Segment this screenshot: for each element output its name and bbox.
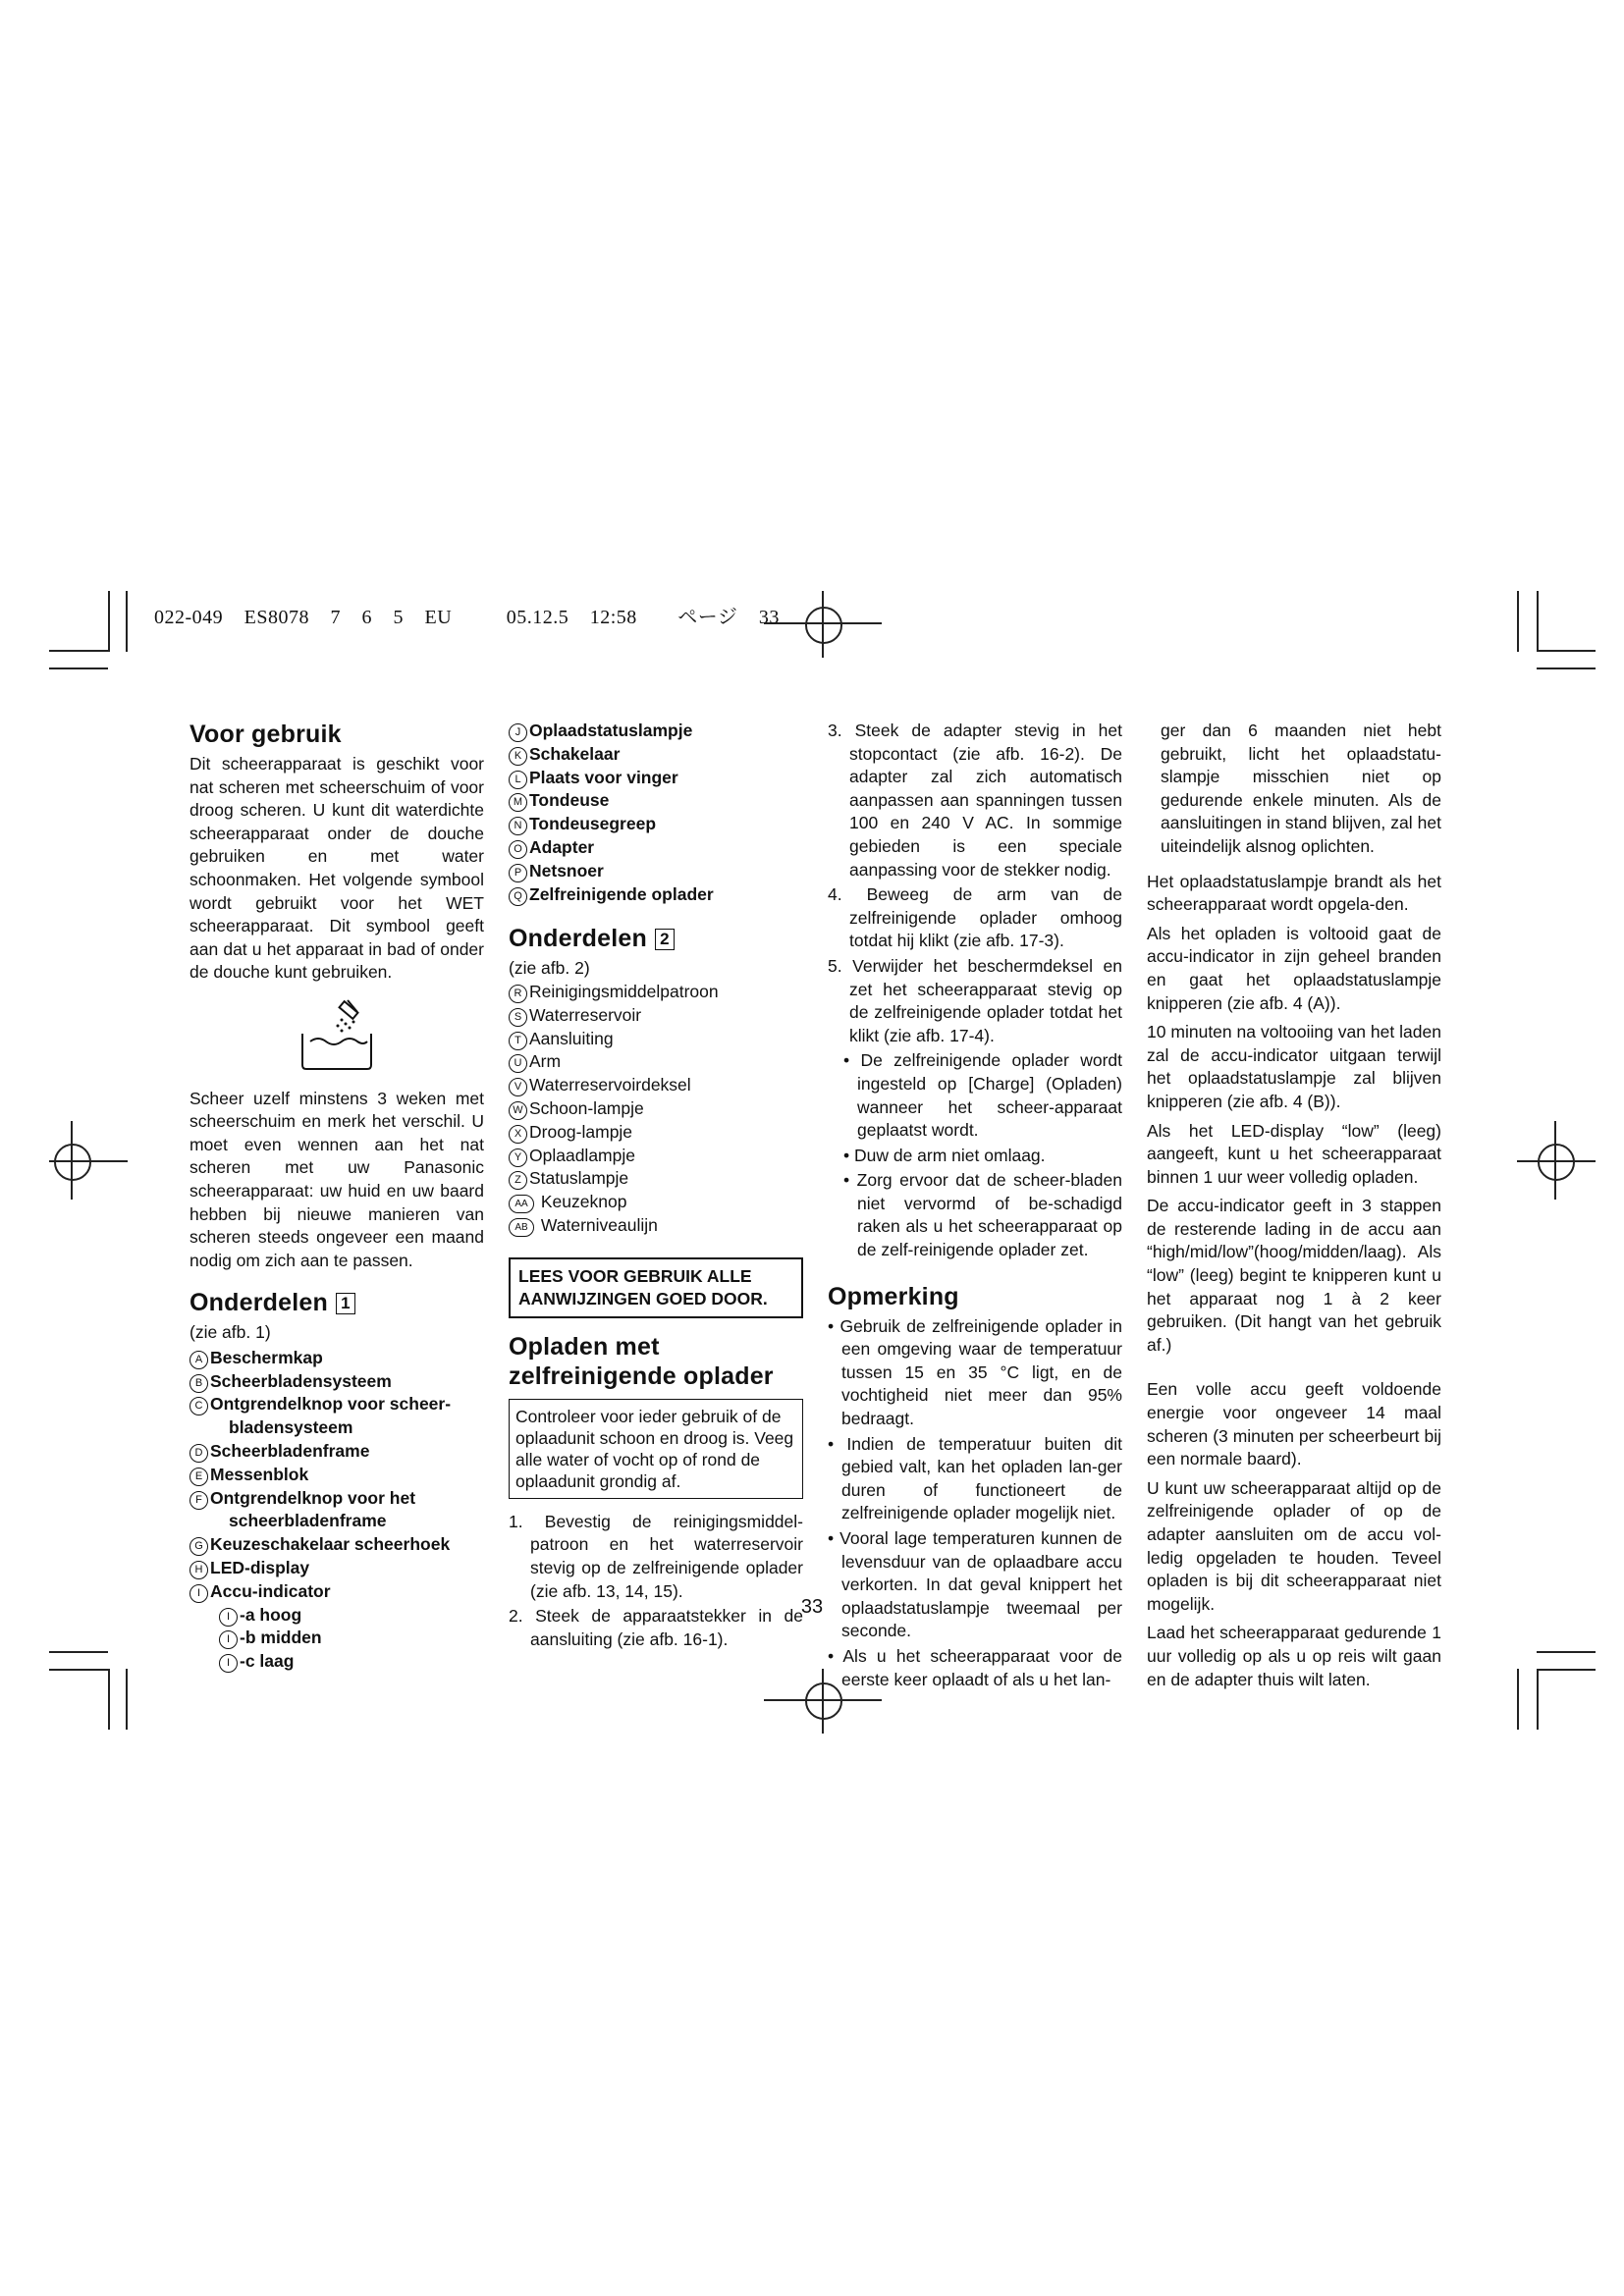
paragraph: 10 minuten na voltooiing van het laden zal de accu-indicator uitgaan terwijl het oplaadstatuslampje zal blijven knipperen (zie afb. 4 (B)). bbox=[1147, 1022, 1441, 1111]
paragraph: Een volle accu geeft voldoende energie voor ongeveer 14 maal scheren (3 minuten per scheerbeurt bij een normale baard). bbox=[1147, 1379, 1441, 1469]
list-item: I Accu-indicator bbox=[189, 1580, 484, 1604]
list-item: AB Waterniveaulijn bbox=[509, 1214, 803, 1238]
list-item: 3. Steek de adapter stevig in het stopcontact (zie afb. 16-2). De adapter zal zich automatisch aanpassen aan spanningen tussen 100 en 240 V AC. In sommige gebieden is een speciale aanpassing voor de stekker nodig. bbox=[828, 721, 1122, 880]
print-header bbox=[154, 601, 795, 629]
charge-steps-continued bbox=[828, 720, 1122, 1047]
header-d2: 6 bbox=[361, 607, 373, 628]
list-item: • Vooral lage temperaturen kunnen de levensduur van de oplaadbare accu verkorten. In dat geval knippert het oplaadstatuslampje tweemaal per seconde. bbox=[828, 1528, 1122, 1641]
section-title-voor-gebruik: Voor gebruik bbox=[189, 721, 342, 748]
parts-list-1 bbox=[189, 1347, 484, 1674]
list-item: 4. Beweeg de arm van de zelfreinigende oplader omhoog totdat hij klikt (zie afb. 17-3). bbox=[828, 884, 1122, 951]
list-item: O Adapter bbox=[509, 836, 803, 860]
list-item: I -b midden bbox=[189, 1627, 484, 1650]
list-item: I -a hoog bbox=[189, 1604, 484, 1628]
section-title-onderdelen-2 bbox=[509, 924, 803, 953]
list-item: H LED-display bbox=[189, 1557, 484, 1580]
header-page-word: ページ bbox=[677, 607, 738, 628]
list-item: P Netsnoer bbox=[509, 860, 803, 883]
note-box: Controleer voor ieder gebruik of de oplaadunit schoon en droog is. Veeg alle water of vocht op of rond de oplaadunit grondig af. bbox=[509, 1399, 803, 1499]
shower-bath-icon bbox=[189, 994, 484, 1080]
paragraph: Als het opladen is voltooid gaat de accu-indicator in zijn geheel branden en gaat het oplaadstatuslampje knipperen (zie afb. 4 (A)). bbox=[1147, 923, 1441, 1013]
warning-box: LEES VOOR GEBRUIK ALLE AANWIJZINGEN GOED DOOR. bbox=[509, 1257, 803, 1318]
list-item: • Zorg ervoor dat de scheer-bladen niet vervormd of be-schadigd raken als u het scheerapparaat op de zelf-reinigende oplader zet. bbox=[843, 1170, 1122, 1260]
page-number: 33 bbox=[800, 1596, 824, 1618]
intro-paragraph: Dit scheerapparaat is geschikt voor nat scheren met scheerschuim of voor droog scheren. U kunt dit waterdichte scheerapparaat onder de douche gebruiken en met water schoonmaken. Het volgende symbool wordt gebruikt voor het WET scheerapparaat. Dit symbool geeft aan dat u het apparaat in bad of onder de douche kunt gebruiken. bbox=[189, 754, 484, 983]
list-item: E Messenblok bbox=[189, 1464, 484, 1487]
list-item: F Ontgrendelknop voor het bbox=[189, 1487, 484, 1511]
onderdelen-1-label: Onderdelen bbox=[189, 1289, 328, 1317]
list-item: L Plaats voor vinger bbox=[509, 767, 803, 790]
list-item: 2. Steek de apparaatstekker in de aansluiting (zie afb. 16-1). bbox=[509, 1606, 803, 1649]
list-item: K Schakelaar bbox=[509, 743, 803, 767]
header-page-no: 33 bbox=[758, 607, 780, 628]
onderdelen-1-ref: (zie afb. 1) bbox=[189, 1322, 271, 1343]
column-2 bbox=[509, 720, 803, 1653]
figure-number-box: 1 bbox=[336, 1293, 355, 1314]
parts-list-1-continued bbox=[509, 720, 803, 906]
column-3 bbox=[828, 720, 1122, 1693]
list-item: J Oplaadstatuslampje bbox=[509, 720, 803, 743]
list-item: W Schoon-lampje bbox=[509, 1097, 803, 1121]
header-time: 12:58 bbox=[589, 607, 637, 628]
list-item: I -c laag bbox=[189, 1650, 484, 1674]
parts-list-2 bbox=[509, 981, 803, 1238]
list-item: Q Zelfreinigende oplader bbox=[509, 883, 803, 907]
list-item: A Beschermkap bbox=[189, 1347, 484, 1370]
notes-list bbox=[828, 1315, 1122, 1692]
list-item: N Tondeusegreep bbox=[509, 813, 803, 836]
paragraph: De accu-indicator geeft in 3 stappen de resterende lading in de accu aan “high/mid/low”(hoog/midden/laag). Als “low” (leeg) begint te knipperen kunt u het apparaat nog 1 à 2 keer gebruiken. (Dit hangt van het gebruik af.) bbox=[1147, 1196, 1441, 1355]
list-item: V Waterreservoirdeksel bbox=[509, 1074, 803, 1097]
paragraph: Laad het scheerapparaat gedurende 1 uur volledig op als u op reis wilt gaan en de adapter thuis wilt laten. bbox=[1147, 1623, 1441, 1689]
list-item: 5. Verwijder het beschermdeksel en zet het scheerapparaat stevig op de zelfreinigende oplader totdat het klikt (zie afb. 17-4). bbox=[828, 955, 1122, 1045]
list-item: AA Keuzeknop bbox=[509, 1191, 803, 1214]
wet-shaving-paragraph: Scheer uzelf minstens 3 weken met scheerschuim en merk het verschil. U moet even wennen aan het nat scheren met uw Panasonic scheerapparaat: uw huid en uw baard hebben bij nieuwe manieren van scheren steeds ongeveer een maand nodig om zich aan te passen. bbox=[189, 1088, 484, 1270]
list-item: X Droog-lampje bbox=[509, 1121, 803, 1145]
list-item: • Indien de temperatuur buiten dit gebied valt, kan het opladen lan-ger duren of functioneert de zelfreinigende oplader mogelijk niet. bbox=[828, 1433, 1122, 1523]
list-item: • De zelfreinigende oplader wordt ingesteld op [Charge] (Opladen) wanneer het scheer-apparaat geplaatst wordt. bbox=[843, 1050, 1122, 1141]
list-item: G Keuzeschakelaar scheerhoek bbox=[189, 1533, 484, 1557]
continued-paragraph: ger dan 6 maanden niet hebt gebruikt, licht het oplaadstatu-slampje misschien niet op gedurende enkele minuten. Als de aansluitingen in stand blijven, zal het uiteindelijk alsnog oplichten. bbox=[1161, 721, 1441, 856]
section-title-onderdelen-1 bbox=[189, 1288, 484, 1317]
list-item: scheerbladenframe bbox=[229, 1511, 387, 1531]
list-item: T Aansluiting bbox=[509, 1028, 803, 1051]
charge-steps bbox=[509, 1511, 803, 1652]
list-item: • Gebruik de zelfreinigende oplader in een omgeving waar de temperatuur tussen 15 en 35 °C ligt, en de vochtigheid niet meer dan 95% bedraagt. bbox=[828, 1315, 1122, 1429]
paragraph: U kunt uw scheerapparaat altijd op de zelfreinigende oplader of op de adapter aansluiten om de accu vol-ledig opgeladen te houden. Teveel opladen is bij dit scheerapparaat niet mogelijk. bbox=[1147, 1477, 1441, 1614]
list-item: S Waterreservoir bbox=[509, 1004, 803, 1028]
figure-number-box: 2 bbox=[655, 929, 675, 950]
list-item: • Als u het scheerapparaat voor de eerste keer oplaadt of als u het lan- bbox=[828, 1645, 1122, 1689]
list-item: B Scheerbladensysteem bbox=[189, 1370, 484, 1394]
header-model: ES8078 bbox=[244, 607, 310, 628]
list-item: M Tondeuse bbox=[509, 789, 803, 813]
paragraph: Als het LED-display “low” (leeg) aangeeft, kunt u het scheerapparaat binnen 1 uur weer volledig opladen. bbox=[1147, 1120, 1441, 1187]
list-item: C Ontgrendelknop voor scheer- bbox=[189, 1393, 484, 1416]
onderdelen-2-ref: (zie afb. 2) bbox=[509, 958, 590, 979]
onderdelen-2-label: Onderdelen bbox=[509, 925, 647, 953]
column-1 bbox=[189, 720, 484, 1674]
list-item: R Reinigingsmiddelpatroon bbox=[509, 981, 803, 1004]
step5-bullets bbox=[828, 1049, 1122, 1261]
list-item: D Scheerbladenframe bbox=[189, 1440, 484, 1464]
list-item: bladensysteem bbox=[229, 1417, 353, 1438]
header-region: EU bbox=[424, 607, 453, 628]
list-item: 1. Bevestig de reinigingsmiddel-patroon en het waterreservoir stevig op de zelfreinigende oplader (zie afb. 13, 14, 15). bbox=[509, 1511, 803, 1601]
header-d1: 7 bbox=[330, 607, 342, 628]
paragraph: Het oplaadstatuslampje brandt als het scheerapparaat wordt opgela-den. bbox=[1147, 871, 1441, 915]
list-item: U Arm bbox=[509, 1050, 803, 1074]
header-d3: 5 bbox=[393, 607, 405, 628]
column-4 bbox=[1147, 720, 1441, 1697]
header-date: 05.12.5 bbox=[506, 607, 569, 628]
list-item: Z Statuslampje bbox=[509, 1167, 803, 1191]
list-item: • Duw de arm niet omlaag. bbox=[843, 1145, 1046, 1165]
section-title-opmerking: Opmerking bbox=[828, 1282, 959, 1310]
section-title-opladen: Opladen met zelfreinigende oplader bbox=[509, 1332, 774, 1390]
list-item: Y Oplaadlampje bbox=[509, 1145, 803, 1168]
header-code: 022-049 bbox=[154, 607, 224, 628]
